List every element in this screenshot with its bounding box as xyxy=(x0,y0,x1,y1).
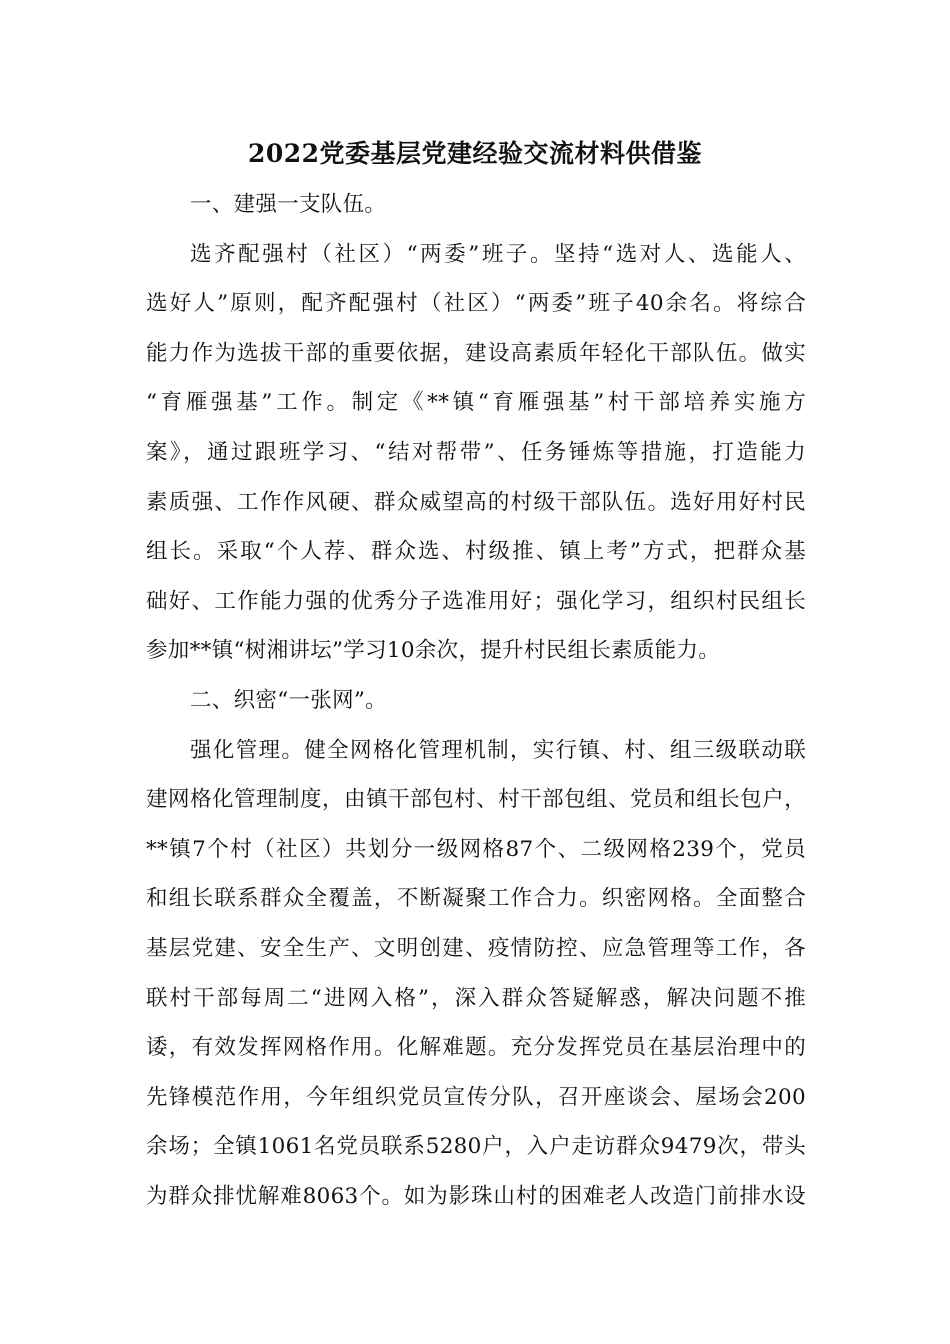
text-line: “育雁强基”工作。制定《**镇“育雁强基”村干部培养实施方 xyxy=(146,390,806,416)
text-line: 组长。采取“个人荐、群众选、村级推、镇上考”方式，把群众基 xyxy=(146,539,806,565)
document-title: 2022党委基层党建经验交流材料供借鉴 xyxy=(247,139,703,168)
text-line: 余场；全镇1061名党员联系5280户，入户走访群众9479次，带头 xyxy=(146,1134,806,1160)
text-line: 参加**镇“树湘讲坛”学习10余次，提升村民组长素质能力。 xyxy=(146,638,721,664)
text-line: 建网格化管理制度，由镇干部包村、村干部包组、党员和组长包户， xyxy=(146,787,806,813)
text-line: 能力作为选拔干部的重要依据，建设高素质年轻化干部队伍。做实 xyxy=(146,340,806,366)
text-line: 案》，通过跟班学习、“结对帮带”、任务锤炼等措施，打造能力 xyxy=(146,439,806,465)
text-line: 先锋模范作用，今年组织党员宣传分队，召开座谈会、屋场会200 xyxy=(146,1084,806,1110)
text-line: 一、建强一支队伍。 xyxy=(190,192,387,217)
document-body xyxy=(146,180,806,1221)
text-line: 础好、工作能力强的优秀分子选准用好；强化学习，组织村民组长 xyxy=(146,588,806,614)
text-line: 二、织密“一张网”。 xyxy=(190,687,387,713)
text-line: 联村干部每周二“进网入格”，深入群众答疑解惑，解决问题不推 xyxy=(146,985,806,1011)
text-line: 诿，有效发挥网格作用。化解难题。充分发挥党员在基层治理中的 xyxy=(146,1035,806,1061)
text-line: 选好人”原则，配齐配强村（社区）“两委”班子40余名。将综合 xyxy=(146,291,806,317)
text-line: 基层党建、安全生产、文明创建、疫情防控、应急管理等工作，各 xyxy=(146,935,806,961)
text-line: 和组长联系群众全覆盖，不断凝聚工作合力。织密网格。全面整合 xyxy=(146,886,806,912)
text-line: **镇7个村（社区）共划分一级网格87个、二级网格239个，党员 xyxy=(146,836,806,862)
text-line: 强化管理。健全网格化管理机制，实行镇、村、组三级联动联 xyxy=(190,737,806,763)
text-line: 选齐配强村（社区）“两委”班子。坚持“选对人、选能人、 xyxy=(190,241,806,267)
text-line: 为群众排忧解难8063个。如为影珠山村的困难老人改造门前排水设 xyxy=(146,1183,806,1209)
text-line: 素质强、工作作风硬、群众威望高的村级干部队伍。选好用好村民 xyxy=(146,489,806,515)
